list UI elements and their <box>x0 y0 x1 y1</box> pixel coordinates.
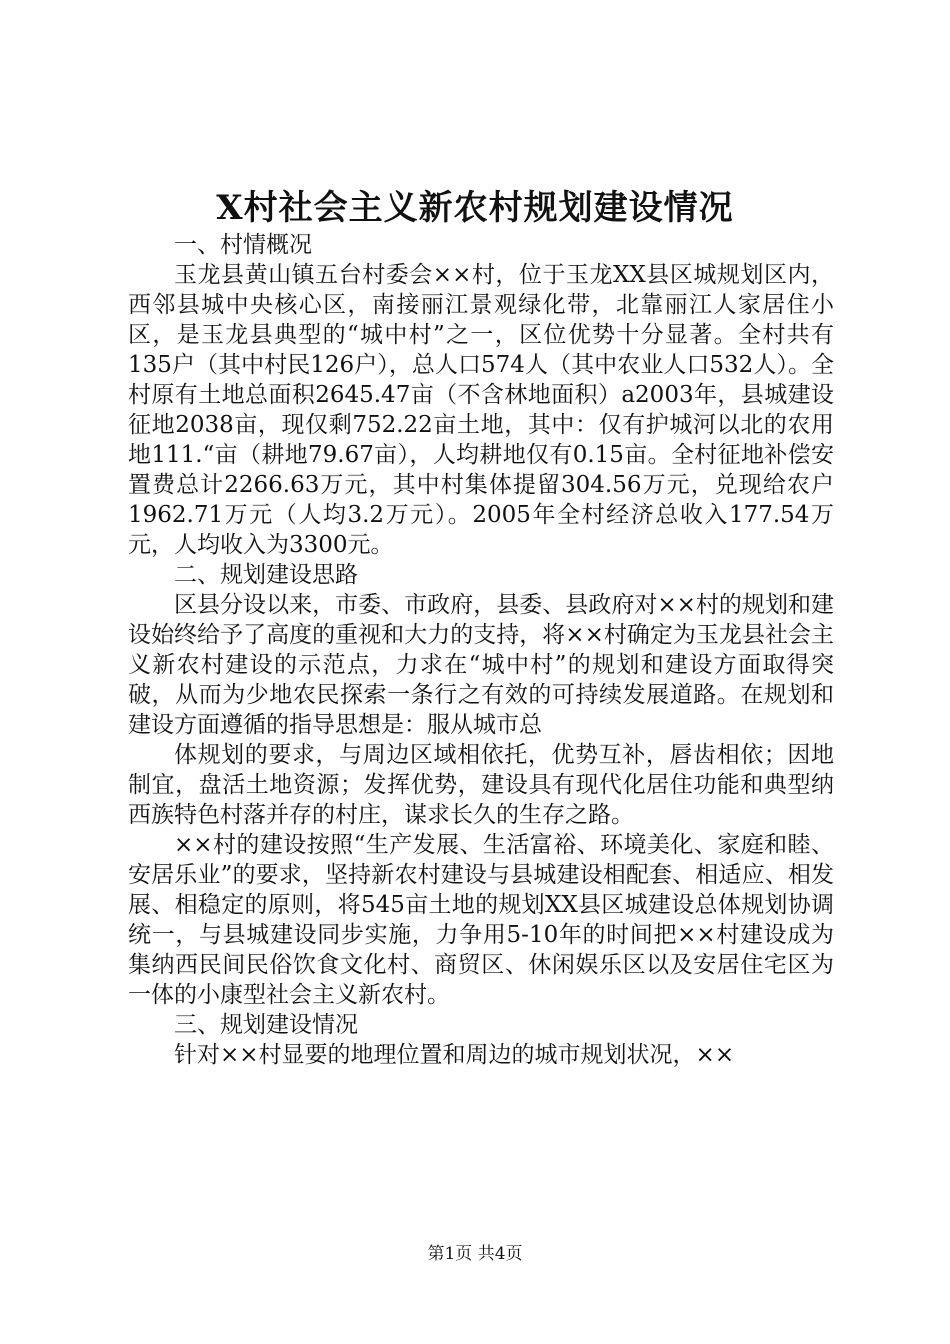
paragraph-planning-requirements: 体规划的要求，与周边区域相依托，优势互补，唇齿相依；因地制宜，盘活土地资源；发挥优势，建设具有现代化居住功能和典型纳西族特色村落并存的村庄，谋求长久的生存之路。 <box>128 742 834 828</box>
paragraph-planning-status: 针对××村显要的地理位置和周边的城市规划状况，×× <box>174 1042 735 1068</box>
section-heading-planning-approach: 二、规划建设思路 <box>174 562 358 588</box>
section-heading-village-overview: 一、村情概况 <box>174 232 312 258</box>
paragraph-construction-goals: ××村的建设按照“生产发展、生活富裕、环境美化、家庭和睦、安居乐业”的要求，坚持新农村建设与县城建设相配套、相适应、相发展、相稳定的原则，将545亩土地的规划XX县区城建设总体规划协调统一，与县城建设同步实施，力争用5-10年的时间把××村建设成为集纳西民间民俗饮食文化村、商贸区、休闲娱乐区以及安居住宅区为一体的小康型社会主义新农村。 <box>128 832 834 1008</box>
page-footer: 第1页 共4页 <box>427 1244 523 1264</box>
document-body <box>128 230 834 1070</box>
document-title: X村社会主义新农村规划建设情况 <box>216 188 734 228</box>
paragraph-planning-approach: 区县分设以来，市委、市政府，县委、县政府对××村的规划和建设始终给予了高度的重视和大力的支持，将××村确定为玉龙县社会主义新农村建设的示范点，力求在“城中村”的规划和建设方面取得突破，从而为少地农民探索一条行之有效的可持续发展道路。在规划和建设方面遵循的指导思想是：服从城市总 <box>128 592 834 738</box>
paragraph-village-overview: 玉龙县黄山镇五台村委会××村，位于玉龙XX县区城规划区内，西邻县城中央核心区，南接丽江景观绿化带，北靠丽江人家居住小区，是玉龙县典型的“城中村”之一，区位优势十分显著。全村共有135户（其中村民126户），总人口574人（其中农业人口532人）。全村原有土地总面积2645.47亩（不含林地面积）a2003年，县城建设征地2038亩，现仅剩752.22亩土地，其中：仅有护城河以北的农用地111.“亩（耕地79.67亩），人均耕地仅有0.15亩。全村征地补偿安置费总计2266.63万元，其中村集体提留304.56万元，兑现给农户1962.71万元（人均3.2万元）。2005年全村经济总收入177.54万元，人均收入为3300元。 <box>128 262 834 558</box>
section-heading-planning-status: 三、规划建设情况 <box>174 1012 358 1038</box>
